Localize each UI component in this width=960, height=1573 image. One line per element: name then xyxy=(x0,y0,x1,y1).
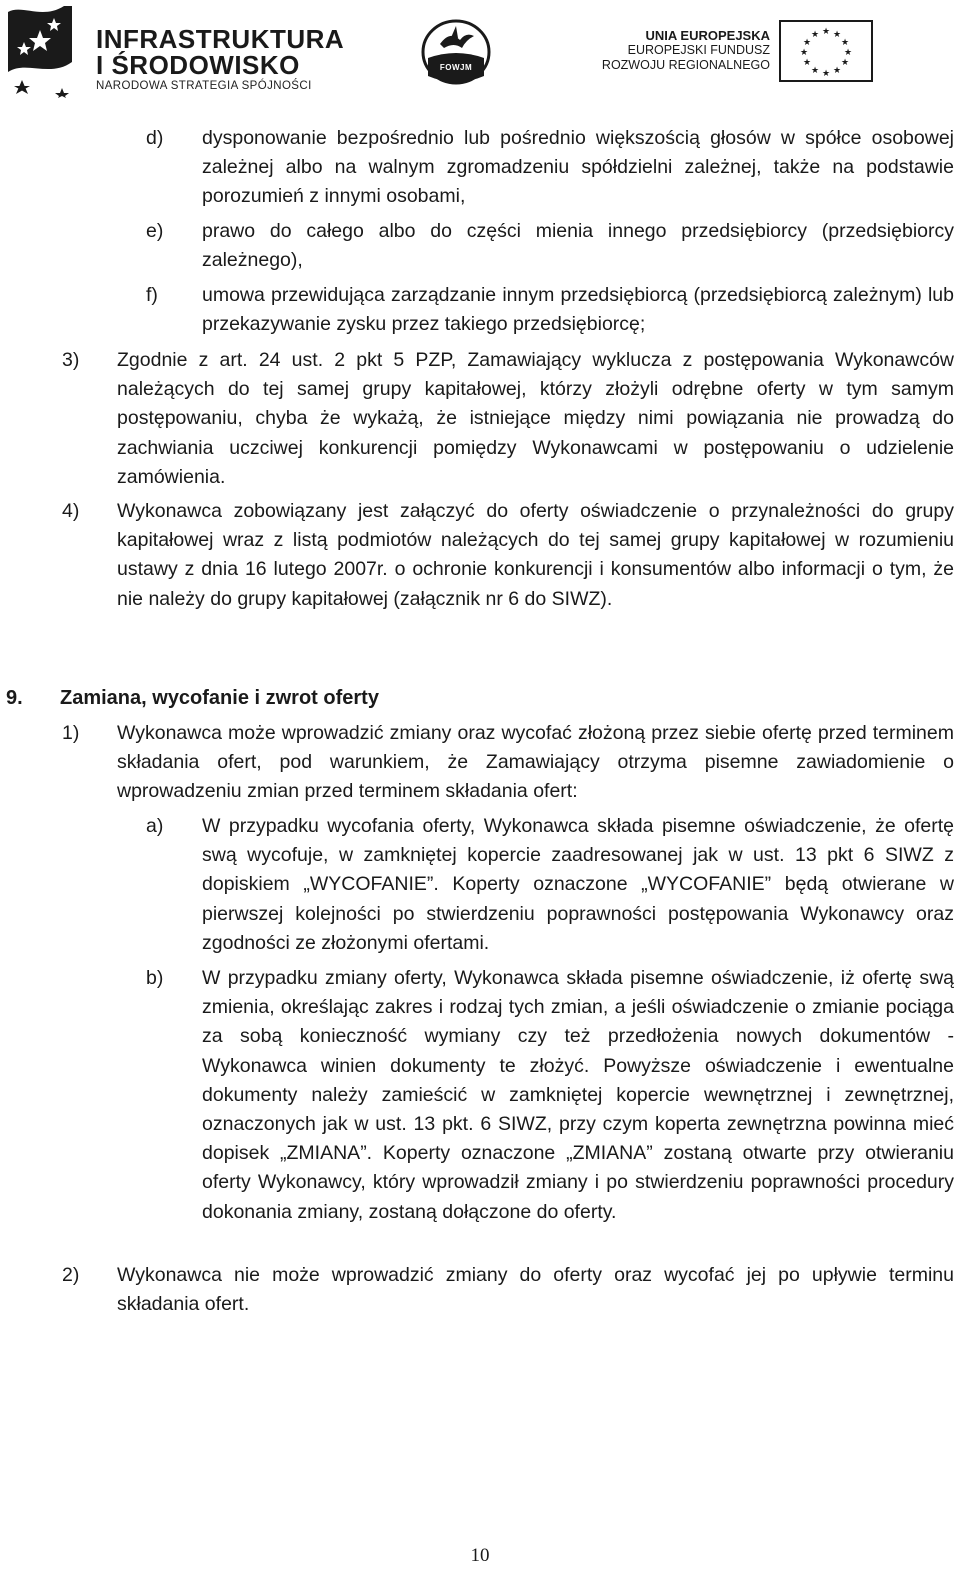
svg-text:★: ★ xyxy=(802,58,812,68)
list-marker-a: a) xyxy=(146,815,164,837)
point-9-2-text: Wykonawca nie może wprowadzić zmiany do oferty oraz wycofać jej po upływie terminu składania ofert. xyxy=(117,1264,954,1316)
list-item-d-text: dysponowanie bezpośrednio lub pośrednio większością głosów w spółce osobowej zależnej albo na walnym zgromadzeniu spółdzielni zależnej, także na podstawie porozumień z innymi osobami, xyxy=(202,127,954,208)
svg-text:★: ★ xyxy=(802,38,812,48)
svg-text:★: ★ xyxy=(810,30,820,40)
point-marker-9-1: 1) xyxy=(62,722,80,744)
section-9-title: Zamiana, wycofanie i zwrot oferty xyxy=(60,687,379,709)
list-marker-f: f) xyxy=(146,284,158,306)
svg-text:★: ★ xyxy=(840,58,850,68)
svg-text:★: ★ xyxy=(832,66,842,76)
section-9-number: 9. xyxy=(6,687,23,709)
svg-text:★: ★ xyxy=(821,27,831,37)
eu-line2: EUROPEJSKI FUNDUSZ xyxy=(627,43,770,57)
list-item-b xyxy=(202,964,954,1227)
point-4 xyxy=(117,497,954,614)
logo-subtitle: NARODOWA STRATEGIA SPÓJNOŚCI xyxy=(96,80,312,92)
list-item-e xyxy=(202,217,954,275)
point-3-text: Zgodnie z art. 24 ust. 2 pkt 5 PZP, Zamawiający wyklucza z postępowania Wykonawców należących do tej samej grupy kapitałowej, którzy złożyli odrębne oferty w tym samym postępowaniu, chyba że wykażą, że istniejące między nimi powiązania nie prowadzą do zachwiania uczciwej konkurencji pomiędzy Wykonawcami w postępowaniu o udzielenie zamówienia. xyxy=(117,349,954,488)
eu-line1: UNIA EUROPEJSKA xyxy=(645,28,770,43)
page-header xyxy=(0,0,960,105)
logo-title-line2: I ŚRODOWISKO xyxy=(96,50,300,80)
fowjm-label: FOWJM xyxy=(439,63,473,72)
eu-fund-logo-text xyxy=(602,28,770,73)
fowjm-emblem-icon xyxy=(420,18,492,86)
point-marker-4: 4) xyxy=(62,500,80,522)
svg-text:★: ★ xyxy=(799,48,809,58)
point-9-1-text: Wykonawca może wprowadzić zmiany oraz wycofać złożoną przez siebie ofertę przed terminem składania ofert, pod warunkiem, że Zamawiający otrzyma pisemne zawiadomienie o wprowadzeniu zmian przed terminem składania ofert: xyxy=(117,722,954,803)
logo-title-line1: INFRASTRUKTURA xyxy=(96,24,345,54)
fowjm-logo xyxy=(420,18,492,86)
list-item-a-text: W przypadku wycofania oferty, Wykonawca składa pisemne oświadczenie, że ofertę swą wycofuje, w zamkniętej kopercie zaadresowanej jak w ust. 13 pkt 6 SIWZ z dopiskiem „WYCOFANIE”. Koperty oznaczone „WYCOFANIE” będą otwierane w pierwszej kolejności po stwierdzeniu poprawności postępowania Wykonawcy oraz zgodności ze złożonymi ofertami. xyxy=(202,815,954,954)
svg-text:★: ★ xyxy=(843,48,853,58)
list-item-e-text: prawo do całego albo do części mienia innego przedsiębiorcy (przedsiębiorcy zależnego), xyxy=(202,220,954,272)
eu-line3: ROZWOJU REGIONALNEGO xyxy=(601,58,770,72)
list-item-d xyxy=(202,124,954,212)
flag-stars-icon xyxy=(2,2,92,98)
infrastruktura-srodowisko-logo xyxy=(2,2,345,98)
point-4-text: Wykonawca zobowiązany jest załączyć do oferty oświadczenie o przynależności do grupy kapitałowej wraz z listą podmiotów należących do tej samej grupy kapitałowej w rozumieniu ustawy z dnia 16 lutego 2007r. o ochronie konkurencji i konsumentów albo informacji o tym, że nie należy do grupy kapitałowej (załącznik nr 6 do SIWZ). xyxy=(117,500,954,610)
page-number: 10 xyxy=(470,1545,490,1566)
point-marker-3: 3) xyxy=(62,349,80,371)
eu-flag-icon xyxy=(779,20,873,82)
list-marker-e: e) xyxy=(146,220,164,242)
list-marker-b: b) xyxy=(146,967,164,989)
list-item-f xyxy=(202,281,954,339)
svg-text:★: ★ xyxy=(840,38,850,48)
list-marker-d: d) xyxy=(146,127,164,149)
svg-text:★: ★ xyxy=(832,30,842,40)
point-marker-9-2: 2) xyxy=(62,1264,80,1286)
point-9-2 xyxy=(117,1261,954,1319)
list-item-a xyxy=(202,812,954,958)
point-3 xyxy=(117,346,954,492)
point-9-1 xyxy=(117,719,954,807)
svg-text:★: ★ xyxy=(821,69,831,79)
svg-text:★: ★ xyxy=(810,66,820,76)
list-item-f-text: umowa przewidująca zarządzanie innym przedsiębiorcą (przedsiębiorcą zależnym) lub przekazywanie zysku przez takiego przedsiębiorcę; xyxy=(202,284,954,336)
list-item-b-text: W przypadku zmiany oferty, Wykonawca składa pisemne oświadczenie, iż ofertę swą zmienia, określając zakres i rodzaj tych zmian, a jeśli oświadczenie o zmianie pociąga za sobą konieczność wymiany czy też przedłożenia nowych dokumentów - Wykonawca winien dokumenty te złożyć. Powyższe oświadczenie i ewentualne dokumenty należy zamieścić w zamkniętej kopercie wewnętrznej i zewnętrznej, oznaczonych jak w ust. 13 pkt. 6 SIWZ, przy czym koperta zewnętrzna powinna mieć dopisek „ZMIANA”. Koperty oznaczone „ZMIANA” zostaną otwarte przy otwieraniu oferty Wykonawcy, który wprowadził zmiany i po stwierdzeniu poprawności procedury dokonania zmiany, zostaną dołączone do oferty. xyxy=(202,967,954,1223)
